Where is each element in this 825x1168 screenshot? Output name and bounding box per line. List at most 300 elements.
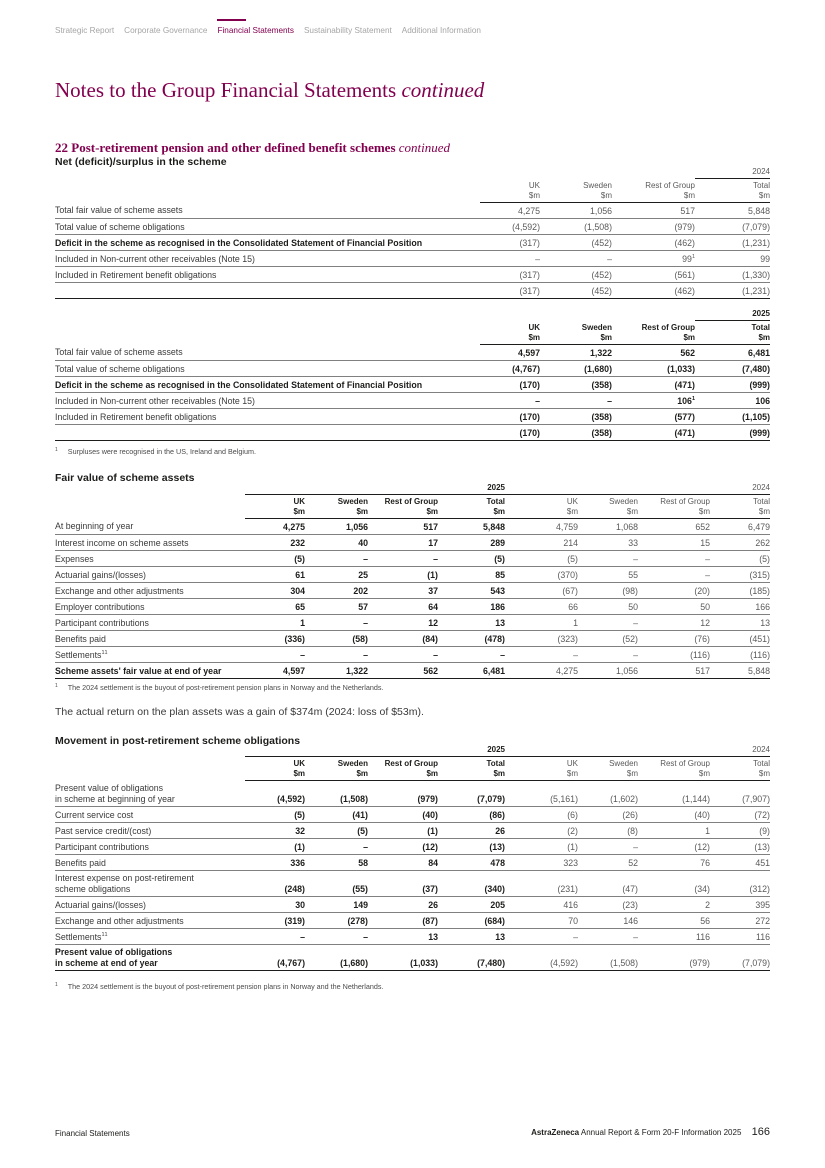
- value-cell: 84: [368, 855, 438, 871]
- value-cell: 416: [505, 897, 578, 913]
- table-row: [55, 267, 770, 283]
- footnote-text: The 2024 settlement is the buyout of post-retirement pension plans in Norway and the Netherlands.: [67, 982, 384, 991]
- column-header: Total $m: [438, 495, 505, 519]
- row-label: Included in Non-current other receivables (Note 15): [55, 251, 480, 267]
- value-cell: 61: [245, 567, 305, 583]
- value-cell: 4,759: [505, 519, 578, 535]
- column-header: UK $m: [505, 495, 578, 519]
- footnote-marker: 1: [55, 981, 58, 988]
- value-cell: (999): [695, 425, 770, 441]
- value-cell: –: [305, 615, 368, 631]
- value-cell: (12): [368, 839, 438, 855]
- obligations-table: [55, 743, 770, 971]
- value-cell: 26: [438, 823, 505, 839]
- table-row: [55, 567, 770, 583]
- row-label: Employer contributions: [55, 599, 245, 615]
- nav-corporate-governance[interactable]: Corporate Governance: [124, 26, 208, 35]
- table-row: [55, 551, 770, 567]
- value-cell: (1,105): [695, 409, 770, 425]
- value-cell: (317): [480, 283, 540, 299]
- value-cell: 12: [368, 615, 438, 631]
- value-cell: (47): [578, 871, 638, 897]
- value-cell: (40): [638, 807, 710, 823]
- value-cell: 562: [612, 345, 695, 361]
- row-label: Deficit in the scheme as recognised in the Consolidated Statement of Financial Position: [55, 377, 480, 393]
- column-header: Total $m: [695, 321, 770, 345]
- value-cell: 50: [638, 599, 710, 615]
- row-label: Included in Retirement benefit obligations: [55, 409, 480, 425]
- fair-value-footnote: [55, 683, 383, 692]
- value-cell: 517: [368, 519, 438, 535]
- value-cell: 50: [578, 599, 638, 615]
- column-header: Sweden $m: [578, 757, 638, 781]
- value-cell: (1,680): [305, 945, 368, 971]
- value-cell: 4,275: [480, 203, 540, 219]
- section-title-main: 22 Post-retirement pension and other defined benefit schemes: [55, 140, 396, 155]
- value-cell: –: [438, 647, 505, 663]
- table-row: [55, 235, 770, 251]
- value-cell: 13: [438, 929, 505, 945]
- nav-financial-statements[interactable]: Financial Statements: [217, 26, 294, 35]
- value-cell: 13: [710, 615, 770, 631]
- value-cell: (358): [540, 425, 612, 441]
- value-cell: 166: [710, 599, 770, 615]
- value-cell: (1,602): [578, 781, 638, 807]
- value-cell: (116): [710, 647, 770, 663]
- value-cell: (20): [638, 583, 710, 599]
- value-cell: 13: [438, 615, 505, 631]
- value-cell: 1,056: [305, 519, 368, 535]
- value-cell: (231): [505, 871, 578, 897]
- column-header: Total $m: [710, 757, 770, 781]
- spacer: [55, 743, 245, 757]
- spacer: [245, 743, 438, 757]
- value-cell: (5): [305, 823, 368, 839]
- value-cell: –: [305, 839, 368, 855]
- value-cell: (5): [505, 551, 578, 567]
- net-deficit-heading: Net (deficit)/surplus in the scheme: [55, 156, 227, 168]
- value-cell: 1,056: [540, 203, 612, 219]
- value-cell: 517: [638, 663, 710, 679]
- value-cell: (999): [695, 377, 770, 393]
- value-cell: (5): [245, 807, 305, 823]
- value-cell: –: [480, 393, 540, 409]
- value-cell: (452): [540, 235, 612, 251]
- table-row: [55, 519, 770, 535]
- column-header: Sweden $m: [540, 321, 612, 345]
- table-row: [55, 535, 770, 551]
- value-cell: 99: [695, 251, 770, 267]
- row-label: Benefits paid: [55, 631, 245, 647]
- value-cell: (58): [305, 631, 368, 647]
- value-cell: (84): [368, 631, 438, 647]
- value-cell: (2): [505, 823, 578, 839]
- column-header: UK $m: [245, 495, 305, 519]
- value-cell: –: [305, 551, 368, 567]
- value-cell: (76): [638, 631, 710, 647]
- row-label: Total fair value of scheme assets: [55, 203, 480, 219]
- value-cell: (5): [710, 551, 770, 567]
- row-label: [55, 283, 480, 299]
- value-cell: 37: [368, 583, 438, 599]
- column-header: UK $m: [480, 321, 540, 345]
- row-label: Included in Retirement benefit obligations: [55, 267, 480, 283]
- actual-return-text: The actual return on the plan assets was a gain of $374m (2024: loss of $53m).: [55, 706, 424, 718]
- value-cell: (358): [540, 409, 612, 425]
- row-label: Participant contributions: [55, 615, 245, 631]
- value-cell: 1: [638, 823, 710, 839]
- table-row: [55, 945, 770, 971]
- value-cell: 56: [638, 913, 710, 929]
- value-cell: (1,680): [540, 361, 612, 377]
- column-header: Sweden $m: [578, 495, 638, 519]
- value-cell: (1,231): [695, 235, 770, 251]
- value-cell: 304: [245, 583, 305, 599]
- table-row: [55, 251, 770, 267]
- value-cell: 65: [245, 599, 305, 615]
- footnote-marker: 1: [55, 446, 58, 453]
- value-cell: –: [368, 647, 438, 663]
- value-cell: –: [305, 929, 368, 945]
- value-cell: (1,508): [540, 219, 612, 235]
- year-label-a: 2025: [438, 481, 505, 495]
- value-cell: 232: [245, 535, 305, 551]
- column-header: UK $m: [480, 179, 540, 203]
- value-cell: (5): [245, 551, 305, 567]
- row-label: [55, 425, 480, 441]
- fair-value-heading: Fair value of scheme assets: [55, 472, 195, 484]
- value-cell: 116: [710, 929, 770, 945]
- table-row: [55, 283, 770, 299]
- footer-report-title: Annual Report & Form 20-F Information 2025: [580, 1128, 742, 1137]
- value-cell: (7,079): [695, 219, 770, 235]
- value-cell: –: [638, 551, 710, 567]
- nav-additional-information[interactable]: Additional Information: [401, 26, 481, 35]
- value-cell: (170): [480, 425, 540, 441]
- value-cell: (4,592): [505, 945, 578, 971]
- value-cell: (34): [638, 871, 710, 897]
- value-cell: 33: [578, 535, 638, 551]
- row-label: Actuarial gains/(losses): [55, 897, 245, 913]
- table-row: [55, 807, 770, 823]
- value-cell: (561): [612, 267, 695, 283]
- value-cell: (7,079): [710, 945, 770, 971]
- value-cell: (278): [305, 913, 368, 929]
- value-cell: (1,144): [638, 781, 710, 807]
- column-header: UK $m: [505, 757, 578, 781]
- top-nav: [55, 26, 481, 35]
- value-cell: (4,767): [245, 945, 305, 971]
- value-cell: 30: [245, 897, 305, 913]
- value-cell: 5,848: [695, 203, 770, 219]
- table-row: [55, 647, 770, 663]
- table-row: [55, 897, 770, 913]
- value-cell: –: [505, 929, 578, 945]
- value-cell: (471): [612, 425, 695, 441]
- footnote-marker: 1: [55, 682, 58, 689]
- value-cell: 6,479: [710, 519, 770, 535]
- spacer: [505, 743, 710, 757]
- value-cell: 32: [245, 823, 305, 839]
- value-cell: 543: [438, 583, 505, 599]
- year-label-a: 2025: [438, 743, 505, 757]
- footer-publication: [531, 1126, 770, 1138]
- spacer: [55, 307, 695, 321]
- value-cell: 4,597: [245, 663, 305, 679]
- spacer: [55, 481, 245, 495]
- value-cell: (4,592): [245, 781, 305, 807]
- value-cell: (319): [245, 913, 305, 929]
- value-cell: (4,592): [480, 219, 540, 235]
- table-row: [55, 345, 770, 361]
- row-label: Present value of obligations in scheme at beginning of year: [55, 781, 245, 807]
- value-cell: 40: [305, 535, 368, 551]
- value-cell: (1,330): [695, 267, 770, 283]
- value-cell: 55: [578, 567, 638, 583]
- value-cell: (979): [612, 219, 695, 235]
- table-row: [55, 219, 770, 235]
- value-cell: (684): [438, 913, 505, 929]
- section-title-suffix: continued: [398, 140, 451, 155]
- section-title: [55, 140, 450, 156]
- fair-value-table: [55, 481, 770, 679]
- table-row: [55, 929, 770, 945]
- obligations-footnote: [55, 982, 383, 991]
- value-cell: –: [578, 615, 638, 631]
- value-cell: (462): [612, 235, 695, 251]
- value-cell: (1,508): [305, 781, 368, 807]
- value-cell: 562: [368, 663, 438, 679]
- column-header: Rest of Group $m: [612, 321, 695, 345]
- value-cell: –: [578, 551, 638, 567]
- value-cell: 116: [638, 929, 710, 945]
- nav-sustainability-statement[interactable]: Sustainability Statement: [303, 26, 392, 35]
- value-cell: 52: [578, 855, 638, 871]
- table-row: [55, 839, 770, 855]
- value-cell: (979): [638, 945, 710, 971]
- value-cell: 25: [305, 567, 368, 583]
- value-cell: (7,480): [695, 361, 770, 377]
- value-cell: –: [505, 647, 578, 663]
- row-label: Total value of scheme obligations: [55, 361, 480, 377]
- value-cell: (185): [710, 583, 770, 599]
- value-cell: 4,275: [245, 519, 305, 535]
- spacer: [55, 179, 480, 203]
- value-cell: (37): [368, 871, 438, 897]
- table-row: [55, 615, 770, 631]
- column-header-row: [55, 757, 770, 781]
- table-row: [55, 781, 770, 807]
- value-cell: (1,508): [578, 945, 638, 971]
- value-cell: 323: [505, 855, 578, 871]
- column-header: Rest of Group $m: [368, 757, 438, 781]
- value-cell: (452): [540, 267, 612, 283]
- table-row: [55, 631, 770, 647]
- value-cell: –: [638, 567, 710, 583]
- value-cell: –: [540, 393, 612, 409]
- value-cell: 289: [438, 535, 505, 551]
- value-cell: (40): [368, 807, 438, 823]
- row-label: Benefits paid: [55, 855, 245, 871]
- value-cell: (1,033): [368, 945, 438, 971]
- year-label-b: 2024: [710, 481, 770, 495]
- row-label: Included in Non-current other receivables (Note 15): [55, 393, 480, 409]
- value-cell: –: [578, 839, 638, 855]
- value-cell: 272: [710, 913, 770, 929]
- value-cell: 395: [710, 897, 770, 913]
- table-row: [55, 203, 770, 219]
- value-cell: 85: [438, 567, 505, 583]
- table-row: [55, 855, 770, 871]
- value-cell: 1,056: [578, 663, 638, 679]
- column-header: Rest of Group $m: [612, 179, 695, 203]
- value-cell: (317): [480, 235, 540, 251]
- nav-strategic-report[interactable]: Strategic Report: [55, 26, 115, 35]
- row-label: Settlements$^{11}$: [55, 929, 245, 945]
- row-label: Participant contributions: [55, 839, 245, 855]
- value-cell: 451: [710, 855, 770, 871]
- year-row: [55, 307, 770, 321]
- value-cell: 1: [505, 615, 578, 631]
- table-row: [55, 599, 770, 615]
- net-deficit-table-2024: [55, 165, 770, 299]
- value-cell: (116): [638, 647, 710, 663]
- value-cell: 12: [638, 615, 710, 631]
- value-cell: (13): [710, 839, 770, 855]
- value-cell: 13: [368, 929, 438, 945]
- value-cell: (478): [438, 631, 505, 647]
- value-cell: 66: [505, 599, 578, 615]
- column-header-row: [55, 179, 770, 203]
- page-title-main: Notes to the Group Financial Statements: [55, 78, 397, 102]
- year-row: [55, 481, 770, 495]
- value-cell: (1): [505, 839, 578, 855]
- value-cell: (9): [710, 823, 770, 839]
- value-cell: (170): [480, 409, 540, 425]
- year-row: [55, 165, 770, 179]
- table-row: [55, 393, 770, 409]
- row-label: Current service cost: [55, 807, 245, 823]
- row-label: Settlements$^{11}$: [55, 647, 245, 663]
- value-cell: (370): [505, 567, 578, 583]
- value-cell: (451): [710, 631, 770, 647]
- value-cell: 478: [438, 855, 505, 871]
- year-label: 2024: [695, 165, 770, 179]
- row-label: Interest income on scheme assets: [55, 535, 245, 551]
- value-cell: (98): [578, 583, 638, 599]
- table-row: [55, 377, 770, 393]
- value-cell: (7,480): [438, 945, 505, 971]
- column-header: Sweden $m: [305, 757, 368, 781]
- value-cell: (7,079): [438, 781, 505, 807]
- page-title: [55, 78, 484, 103]
- value-cell: 57: [305, 599, 368, 615]
- value-cell: 4,597: [480, 345, 540, 361]
- value-cell: (6): [505, 807, 578, 823]
- footnote-text: Surpluses were recognised in the US, Ireland and Belgium.: [67, 447, 256, 456]
- footer-section: Financial Statements: [55, 1129, 130, 1138]
- column-header: Total $m: [438, 757, 505, 781]
- row-label: Scheme assets' fair value at end of year: [55, 663, 245, 679]
- value-cell: 5,848: [438, 519, 505, 535]
- spacer: [245, 481, 438, 495]
- year-row: [55, 743, 770, 757]
- value-cell: –: [245, 929, 305, 945]
- value-cell: (12): [638, 839, 710, 855]
- value-cell: 1: [245, 615, 305, 631]
- spacer: [505, 481, 710, 495]
- column-header-row: [55, 495, 770, 519]
- row-label: Actuarial gains/(losses): [55, 567, 245, 583]
- value-cell: (4,767): [480, 361, 540, 377]
- table-row: [55, 583, 770, 599]
- year-label: 2025: [695, 307, 770, 321]
- value-cell: –: [578, 647, 638, 663]
- column-header: Rest of Group $m: [638, 495, 710, 519]
- value-cell: 1,322: [305, 663, 368, 679]
- column-header: Rest of Group $m: [368, 495, 438, 519]
- value-cell: (72): [710, 807, 770, 823]
- spacer: [55, 165, 695, 179]
- value-cell: 58: [305, 855, 368, 871]
- value-cell: –: [480, 251, 540, 267]
- value-cell: (452): [540, 283, 612, 299]
- row-label: Present value of obligations in scheme at end of year: [55, 945, 245, 971]
- value-cell: (1): [368, 823, 438, 839]
- table-row: [55, 425, 770, 441]
- value-cell: (1,033): [612, 361, 695, 377]
- column-header-row: [55, 321, 770, 345]
- value-cell: (248): [245, 871, 305, 897]
- value-cell: (7,907): [710, 781, 770, 807]
- value-cell: (979): [368, 781, 438, 807]
- column-header: Sweden $m: [540, 179, 612, 203]
- row-label: Expenses: [55, 551, 245, 567]
- value-cell: 17: [368, 535, 438, 551]
- row-label: Exchange and other adjustments: [55, 583, 245, 599]
- footnote-text: The 2024 settlement is the buyout of post-retirement pension plans in Norway and the Netherlands.: [67, 683, 384, 692]
- row-label: Past service credit/(cost): [55, 823, 245, 839]
- value-cell: (8): [578, 823, 638, 839]
- value-cell: 15: [638, 535, 710, 551]
- value-cell: 652: [638, 519, 710, 535]
- value-cell: 517: [612, 203, 695, 219]
- value-cell: (462): [612, 283, 695, 299]
- value-cell: (26): [578, 807, 638, 823]
- column-header: Sweden $m: [305, 495, 368, 519]
- value-cell: 2: [638, 897, 710, 913]
- value-cell: (312): [710, 871, 770, 897]
- net-deficit-table-2025: [55, 307, 770, 441]
- value-cell: –: [368, 551, 438, 567]
- value-cell: (67): [505, 583, 578, 599]
- obligations-heading: Movement in post-retirement scheme obligations: [55, 735, 301, 747]
- value-cell: –: [578, 929, 638, 945]
- value-cell: (5,161): [505, 781, 578, 807]
- value-cell: (1,231): [695, 283, 770, 299]
- spacer: [55, 757, 245, 781]
- value-cell: (5): [438, 551, 505, 567]
- spacer: [55, 495, 245, 519]
- column-header: UK $m: [245, 757, 305, 781]
- value-cell: –: [245, 647, 305, 663]
- value-cell: 4,275: [505, 663, 578, 679]
- value-cell: 5,848: [710, 663, 770, 679]
- column-header: Rest of Group $m: [638, 757, 710, 781]
- value-cell: (317): [480, 267, 540, 283]
- row-label: Total value of scheme obligations: [55, 219, 480, 235]
- value-cell: 336: [245, 855, 305, 871]
